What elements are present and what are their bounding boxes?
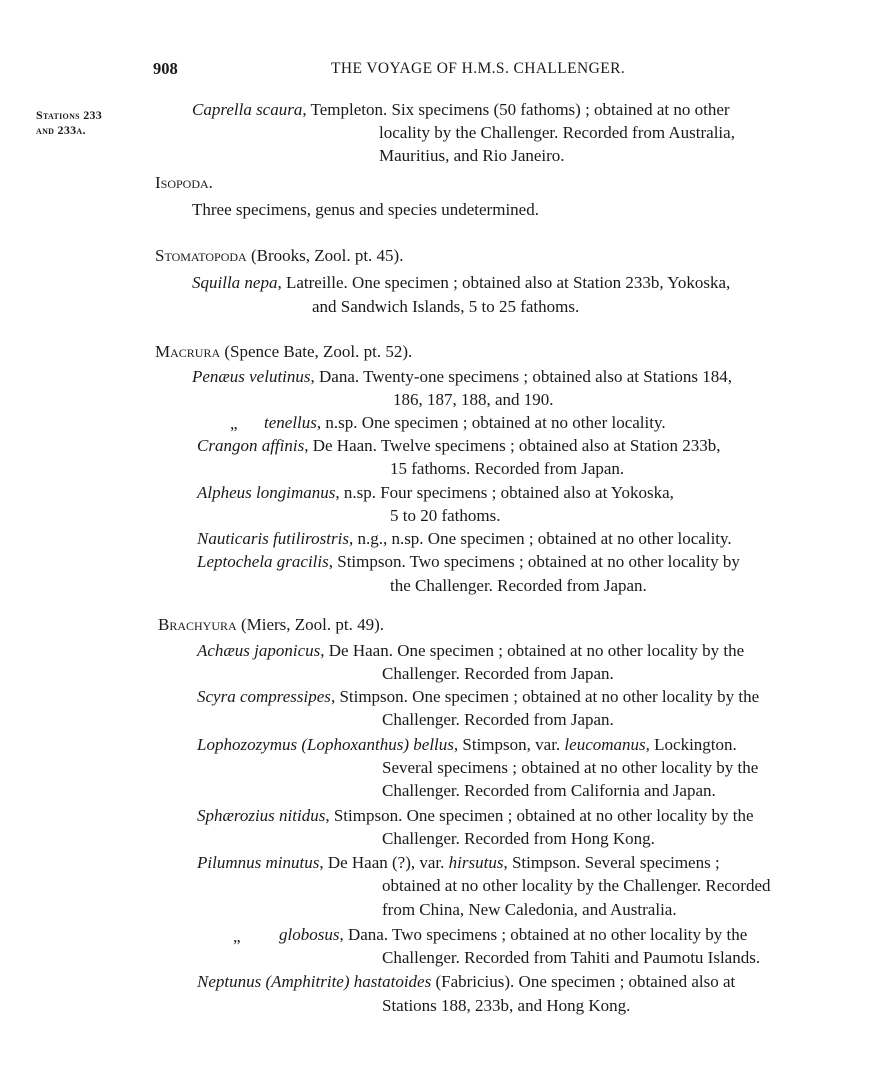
entry-text: , n.sp. Four specimens ; obtained also at Yokoska, [335, 483, 674, 502]
entry-text: , Templeton. Six specimens (50 fathoms) ; obtained at no other [302, 100, 730, 119]
heading-macrura [155, 341, 412, 363]
entry-neptunus [197, 971, 735, 993]
entry-caprella-cont2: Mauritius, and Rio Janeiro. [379, 146, 565, 165]
entry-text: , Stimpson. Two specimens ; obtained at no other locality by [328, 552, 740, 571]
entry-text: , Stimpson. One specimen ; obtained at no other locality by the [325, 806, 754, 825]
entry-globosus-cont: Challenger. Recorded from Tahiti and Paumotu Islands. [382, 948, 761, 967]
entry-text: , Stimpson, var. [453, 735, 565, 754]
entry-text: , n.g., n.sp. One specimen ; obtained at no other locality. [348, 529, 732, 548]
entry-lophozozymus-cont2: Challenger. Recorded from California and Japan. [382, 781, 716, 800]
entry-scyra [197, 686, 759, 708]
entry-text: , Dana. Twenty-one specimens ; obtained also at Stations 184, [310, 367, 733, 386]
entry-scyra-cont: Challenger. Recorded from Japan. [382, 710, 614, 729]
entry-crangon [197, 435, 721, 457]
entry-text: , Lockington. [645, 735, 737, 754]
variety-name: leucomanus [564, 735, 646, 754]
page-number: 908 [153, 59, 178, 78]
ditto-mark: „ [233, 927, 241, 946]
entry-caprella-cont1: locality by the Challenger. Recorded from Australia, [379, 123, 735, 142]
variety-name: hirsutus [448, 853, 504, 872]
entry-text: , Dana. Two specimens ; obtained at no other locality by the [339, 925, 748, 944]
ditto-mark: „ [230, 414, 238, 433]
entry-text: , Stimpson. Several specimens ; [503, 853, 720, 872]
entry-text: , Stimpson. One specimen ; obtained at no other locality by the [330, 687, 760, 706]
entry-sphaerozius [197, 805, 754, 827]
group-heading: Stomatopoda [155, 246, 247, 265]
entry-penaeus-cont: 186, 187, 188, and 190. [393, 390, 554, 409]
species-name: Nauticaris futilirostris [197, 529, 349, 548]
entry-pilumnus [197, 852, 720, 874]
entry-sphaerozius-cont: Challenger. Recorded from Hong Kong. [382, 829, 655, 848]
entry-globosus [279, 924, 747, 946]
species-name: Achæus japonicus [197, 641, 321, 660]
species-name: tenellus [264, 413, 317, 432]
group-heading: Macrura [155, 342, 221, 361]
entry-caprella [192, 99, 730, 121]
entry-crangon-cont: 15 fathoms. Recorded from Japan. [390, 459, 625, 478]
entry-text: (Fabricius). One specimen ; obtained also at [431, 972, 736, 991]
species-name: Scyra compressipes [197, 687, 331, 706]
entry-text: , De Haan. One specimen ; obtained at no other locality by the [320, 641, 745, 660]
species-name: Crangon affinis [197, 436, 305, 455]
species-name: Caprella scaura [192, 100, 303, 119]
entry-lophozozymus [197, 734, 737, 756]
entry-squilla [192, 272, 730, 294]
group-heading: Brachyura [158, 615, 237, 634]
species-name: Sphærozius nitidus [197, 806, 326, 825]
species-name: Squilla nepa [192, 273, 278, 292]
entry-text: , De Haan. Twelve specimens ; obtained also at Station 233b, [304, 436, 721, 455]
entry-penaeus [192, 366, 732, 388]
margin-note-line1: Stations 233 [36, 108, 103, 122]
entry-tenellus [264, 412, 666, 434]
species-name: Pilumnus minutus [197, 853, 320, 872]
entry-lophozozymus-cont1: Several specimens ; obtained at no other locality by the [382, 758, 759, 777]
running-title: THE VOYAGE OF H.M.S. CHALLENGER. [331, 60, 626, 77]
group-reference: (Miers, Zool. pt. 49). [236, 615, 385, 634]
heading-brachyura [158, 614, 384, 636]
species-name: Neptunus (Amphitrite) hastatoides [197, 972, 432, 991]
species-name: Leptochela gracilis [197, 552, 329, 571]
entry-achaeus-cont: Challenger. Recorded from Japan. [382, 664, 614, 683]
species-name: Penæus velutinus [192, 367, 311, 386]
entry-nauticaris [197, 528, 732, 550]
isopoda-text: Three specimens, genus and species undetermined. [192, 200, 539, 219]
species-name: Alpheus longimanus [197, 483, 336, 502]
heading-isopoda: Isopoda. [155, 173, 213, 192]
entry-leptochela [197, 551, 740, 573]
group-reference: (Brooks, Zool. pt. 45). [246, 246, 404, 265]
margin-note-line2: and 233a. [36, 123, 86, 137]
entry-text: , Latreille. One specimen ; obtained also at Station 233b, Yokoska, [277, 273, 731, 292]
entry-leptochela-cont: the Challenger. Recorded from Japan. [390, 576, 647, 595]
entry-squilla-cont: and Sandwich Islands, 5 to 25 fathoms. [312, 297, 580, 316]
entry-pilumnus-cont1: obtained at no other locality by the Challenger. Recorded [382, 876, 771, 895]
entry-alpheus [197, 482, 674, 504]
entry-achaeus [197, 640, 744, 662]
species-name: globosus [279, 925, 340, 944]
entry-text: , n.sp. One specimen ; obtained at no other locality. [316, 413, 666, 432]
entry-pilumnus-cont2: from China, New Caledonia, and Australia. [382, 900, 677, 919]
entry-text: , De Haan (?), var. [319, 853, 449, 872]
heading-stomatopoda [155, 245, 403, 267]
species-name: Lophozozymus (Lophoxanthus) bellus [197, 735, 454, 754]
group-reference: (Spence Bate, Zool. pt. 52). [220, 342, 413, 361]
entry-alpheus-cont: 5 to 20 fathoms. [390, 506, 501, 525]
entry-neptunus-cont: Stations 188, 233b, and Hong Kong. [382, 996, 631, 1015]
